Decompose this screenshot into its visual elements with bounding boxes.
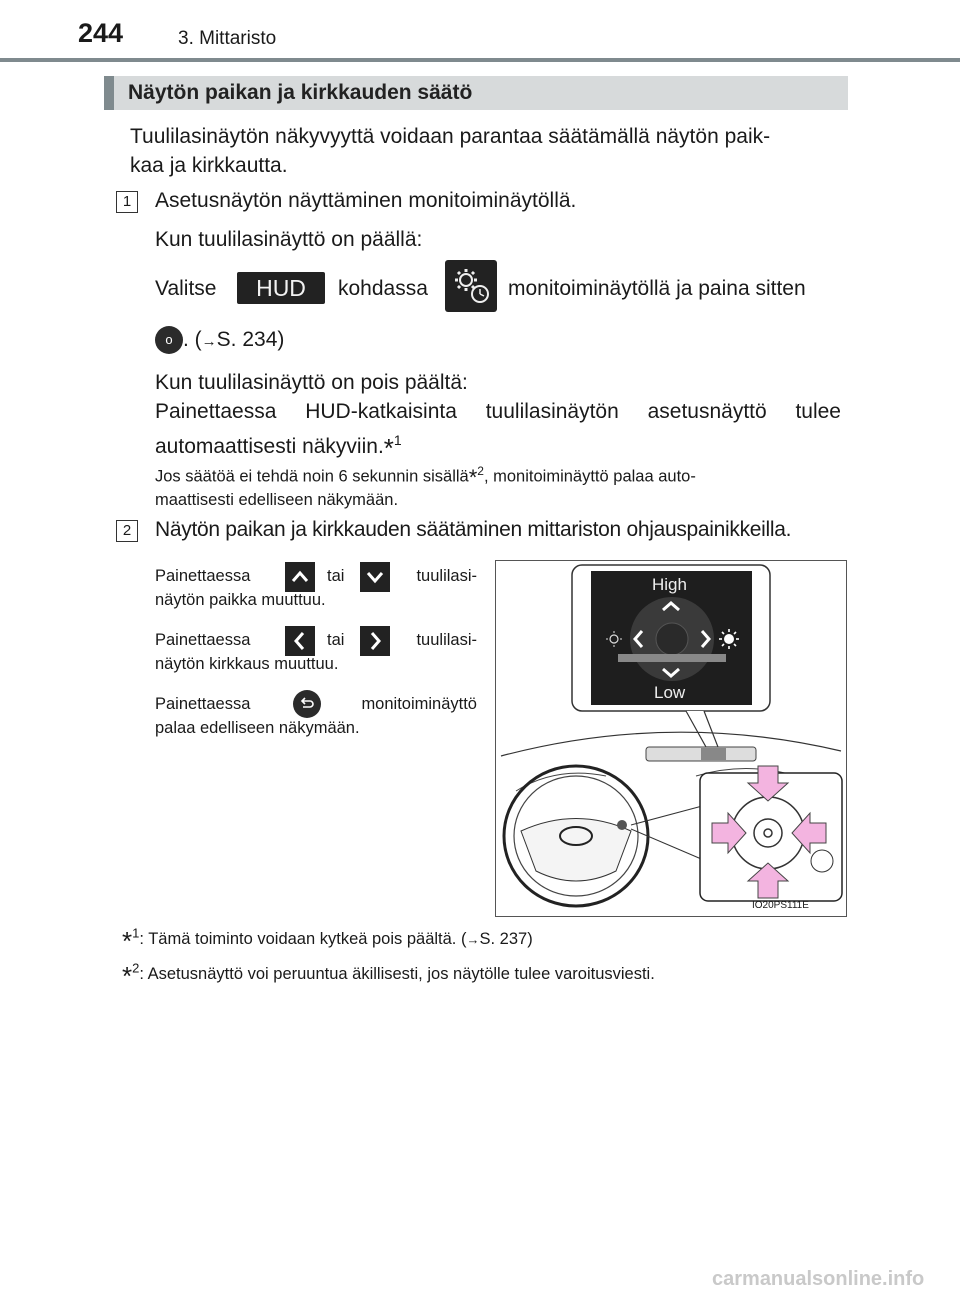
figure-code: IO20PS111E [752,900,809,911]
p1-post: tuulilasi- [416,567,477,585]
ok-button-icon: o [155,326,183,354]
chevron-right-icon [360,626,390,656]
chevron-down-glyph [360,562,390,592]
step2-para-brightness [155,626,477,686]
fn2-sup: 2 [132,960,140,976]
note-mark: * [468,464,478,490]
footnote-2 [122,955,655,991]
fn1-ref: S. 237) [479,930,533,948]
step-number-1: 1 [116,191,138,213]
settings-gear-icon-graphic [445,260,497,312]
select-prefix: Valitse [155,277,217,300]
p3-pre: Painettaessa [155,695,251,713]
section-heading-accent [104,76,114,110]
footnote-mark: * [383,433,394,463]
watermark: carmanualsonline.info [712,1268,925,1290]
settings-gear-icon [445,260,497,312]
select-mid: kohdassa [338,277,428,300]
back-button-icon [293,690,321,718]
chapter-title: 3. Mittaristo [178,28,277,49]
ref-page: S. 234) [216,328,285,351]
ref-arrow-icon: → [201,333,217,350]
header-rule [0,58,960,62]
intro-line-1: Tuulilasinäytön näkyvyyttä voidaan parantaa säätämällä näytön paik- [130,125,771,148]
note-text-a: Jos säätöä ei tehdä noin 6 sekunnin sisällä [155,467,469,486]
chevron-left-icon [285,626,315,656]
note-text-b: , monitoiminäyttö palaa auto- [483,467,696,486]
step-number-2: 2 [116,520,138,542]
section-title: Näytön paikan ja kirkkauden säätö [128,81,473,104]
step1-off-heading: Kun tuulilasinäyttö on pois päältä: [155,371,468,394]
p1-pre: Painettaessa [155,567,251,585]
note-sup: 2 [477,464,484,478]
fn1-mark: * [122,926,133,956]
step2-para-position [155,562,477,622]
step1-off-line2 [155,426,402,461]
step1-note [155,460,845,512]
p2-post: tuulilasi- [416,631,477,649]
page-number: 244 [78,18,124,48]
ref-open: . ( [183,328,202,351]
step1-title: Asetusnäytön näyttäminen monitoiminäytöllä. [155,189,577,212]
chevron-down-icon [360,562,390,592]
fn2-text: : Asetusnäyttö voi peruuntua äkillisesti, jos näytölle tulee varoitusviesti. [139,965,655,983]
footnote-1 [122,920,533,956]
note-line-1 [155,460,845,489]
p2-mid: tai [327,631,345,649]
p3-line2: palaa edelliseen näkymään. [155,719,360,737]
p2-line2: näytön kirkkaus muuttuu. [155,655,339,673]
screen-high-label: High [652,575,687,594]
fn1-sup: 1 [132,925,140,941]
step1-ref-line [155,325,284,357]
select-suffix: monitoiminäytöllä ja paina sitten [508,277,806,300]
footnote-sup: 1 [393,432,402,448]
chevron-left-glyph [285,626,315,656]
back-arrow-glyph [293,690,321,718]
fn1-arrow-icon: → [466,932,480,947]
fn2-mark: * [122,961,133,991]
chevron-up-icon [285,562,315,592]
note-line-2: maattisesti edelliseen näkymään. [155,490,399,509]
step1-select-line [155,260,843,316]
hud-button: HUD [237,272,325,304]
fn1-text: : Tämä toiminto voidaan kytkeä pois päältä. ( [139,930,467,948]
step2-title: Näytön paikan ja kirkkauden säätäminen mittariston ohjauspainikkeilla. [155,518,792,541]
dashboard-illustration-graphic [496,561,846,916]
section-intro [130,122,842,180]
p2-pre: Painettaessa [155,631,251,649]
section-heading-bar [104,76,848,110]
p3-post: monitoiminäyttö [361,695,477,713]
p1-line2: näytön paikka muuttuu. [155,591,326,609]
step1-on-heading: Kun tuulilasinäyttö on päällä: [155,228,423,251]
dashboard-illustration [495,560,847,917]
chevron-up-glyph [285,562,315,592]
p1-mid: tai [327,567,345,585]
chevron-right-glyph [360,626,390,656]
step1-off-line1: Painettaessa HUD-katkaisinta tuulilasinäytön asetusnäyttö tulee [155,400,841,423]
intro-line-2: kaa ja kirkkautta. [130,154,288,177]
off-line2-text: automaattisesti näkyviin. [155,435,384,458]
step2-para-back [155,690,477,750]
screen-low-label: Low [654,683,686,702]
